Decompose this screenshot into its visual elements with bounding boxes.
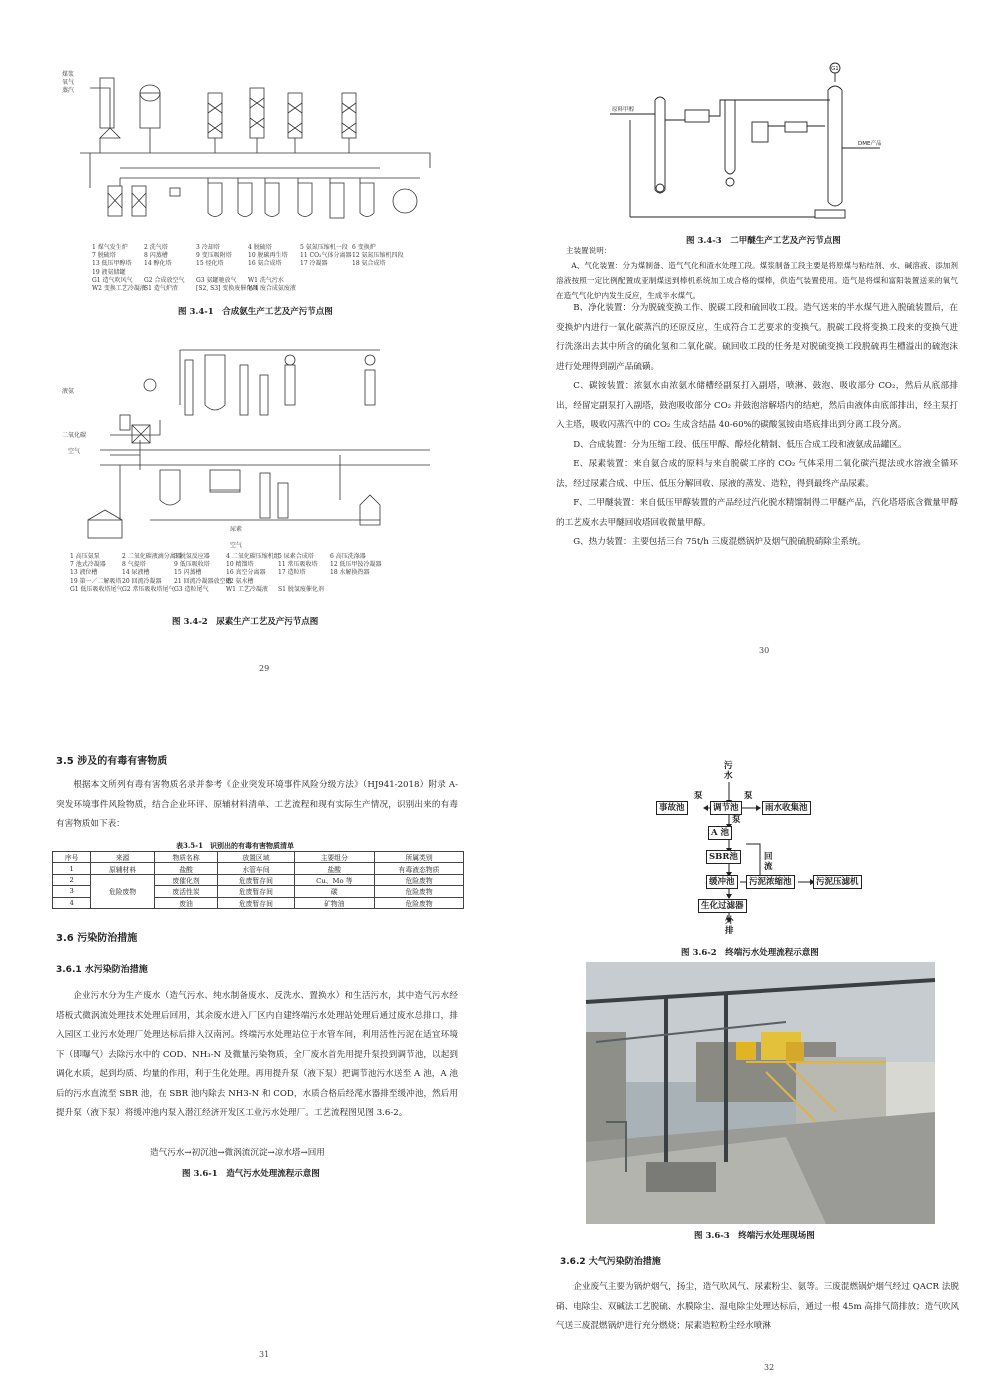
dme-caption: 图 3.4-3 二甲醚生产工艺及产污节点图	[686, 236, 841, 246]
flow-label-pump-1: 泵	[694, 791, 703, 801]
box-sludge-thickener: 污泥浓缩池	[746, 875, 795, 889]
p30-body-2	[556, 299, 958, 553]
flow-line: 造气污水→初沉池→微涡流沉淀→凉水塔→回用	[150, 1148, 325, 1158]
box-buffer-pool: 缓冲池	[706, 875, 738, 889]
para-d: D、合成装置：分为压缩工段、低压甲醇、醇烃化精制、低压合成工段和液氨成品罐区。	[573, 439, 907, 450]
box-sludge-press: 污泥压滤机	[813, 875, 862, 889]
box-sbr-pool: SBR池	[706, 850, 741, 864]
wastewater-flow-arrows	[650, 760, 900, 940]
section-3-6-heading: 3.6 污染防治措施	[56, 933, 138, 944]
ammonia-process-diagram	[60, 58, 440, 268]
page-29	[0, 0, 500, 700]
box-accident-pool: 事故池	[656, 801, 688, 815]
wastewater-site-photo	[586, 962, 935, 1224]
section-3-6-2-heading: 3.6.2 大气污染防治措施	[560, 1257, 661, 1267]
flow-label-pump-2: 泵	[744, 791, 753, 801]
fig2-legend: 1 高压氨泵 2 二氧化碳液滴分离器 3 脱氢反应器 4 二氧化碳压缩机组 5 尿素合成塔 6 高压洗涤器 7 池式冷凝器 8 气提塔 9 低压吸收塔 10 精馏塔 11 常压吸收塔 12 低压甲铵冷凝器 13 液位槽 14 尿液槽 15 闪蒸槽 16 真空分离器 17 造粒塔 18 水解换热器 19 第一／二解吸塔 20 回流冷凝器 21 回流冷凝器放空槽 22 氨水槽 G1 低压吸收塔尾气 G2 常压吸收塔尾气 G3 造粒尾气 W1 工艺冷凝液 S1 脱氢废催化剂	[70, 553, 382, 593]
main-label: 主装置说明：	[565, 246, 612, 255]
fig1-caption: 图 3.4-1 合成氨生产工艺及产污节点图	[178, 307, 333, 317]
para-e: E、尿素装置：来自氨合成的原料与来自脱碳工序的 CO₂ 气体采用二氧化碳汽提法或水溶液全循环法，经过尿素合成、中压、低压分解回收、尿液的蒸发、造粒，得到最终产品尿素。	[556, 459, 958, 489]
table-caption: 表3.5-1 识别出的有毒有害物质清单	[176, 841, 294, 850]
fig363-caption: 图 3.6-3 终端污水处理现场图	[694, 1231, 815, 1241]
page-31	[0, 700, 500, 1400]
fig1-input-0: 煤浆	[62, 71, 75, 78]
fig2-label-0: 尿素	[230, 526, 243, 533]
box-regulating-pool: 调节池	[710, 801, 742, 815]
flow-label-pump-3: 泵	[732, 815, 741, 825]
dme-label-product: DME产品	[858, 141, 882, 147]
fig362-caption: 图 3.6-2 终端污水处理流程示意图	[681, 948, 819, 958]
fig361-caption: 图 3.6-1 造气污水处理流程示意图	[182, 1169, 320, 1179]
fig1-input-2: 蒸汽	[62, 87, 75, 94]
fig2-input-0: 液氨	[62, 388, 75, 395]
dme-label-feed: 原料甲醇	[612, 107, 635, 113]
urea-process-diagram	[60, 325, 440, 555]
fig1-legend: 1 煤气发生炉 2 洗气塔 3 冷却塔 4 脱硫塔 5 氨氮压缩机一段 6 变换炉 7 脱硫塔 8 闪蒸槽 9 变压吸附塔 10 脱碳再生塔 11 CO₂气体分离器 12 氨氮压缩机四段 13 低压甲醇塔 14 醇化塔 15 烃化塔 16 氨合成塔 17 冷凝器 18 氨合成塔 19 液氨储罐 G1 造气吹风气 G2 合成放空气 G3 氨罐驰放气 W1 洗气污水 W2 变换工艺冷凝液 S1 造气炉渣 [S2, S3] 变换废催化剂 W4 废合成氨废液	[92, 244, 404, 293]
section-3-6-1-heading: 3.6.1 水污染防治措施	[56, 965, 148, 975]
section-3-5-body: 根据本文所列有毒有害物质名录并参考《企业突发环境事件风险分级方法》（HJ941-2018）附录 A-突发环境事件风险物质，结合企业环评、原辅材料清单、工艺流程和现有实际生产情况，识别出来的有毒有害物质如下表：	[56, 780, 458, 829]
page-30	[500, 0, 1000, 700]
flow-label-wastewater: 污水	[724, 761, 733, 781]
box-rainwater-pool: 雨水收集池	[762, 801, 811, 815]
para-c: C、碳铵装置：浓氨水由浓氨水储槽经副泵打入副塔，喷淋、鼓泡、吸收部分 CO₂，然后从底部排出，经留定副泵打入副塔，鼓泡吸收部分 CO₂ 并鼓泡溶解塔内的结疤，然后由液体由底部排出，经主泵打入主塔，吸收闪蒸汽中的 CO₂ 生成含结晶 40-60%的碳酸氢铵由塔底排出到分离工段分离。	[556, 381, 958, 430]
hazardous-substances-table	[52, 851, 464, 909]
page-number: 29	[259, 664, 270, 673]
table-row: 1 原辅材料 盐酸 水管车间 盐酸 有毒液态物质	[53, 863, 464, 874]
para-a: A、气化装置：分为煤制备、造气气化和渣水处理工段。煤浆制备工段主要是将原煤与粘结剂、水、碱溶液、添加剂溶液按照一定比例配置成亚制煤送到棒机系统加工成合格的煤棒，供造气装置使用。造气是将煤和富阳装置送来的氧气在造气气化炉内发生反应，生成半水煤气。	[556, 261, 958, 300]
section-3-5-heading: 3.5 涉及的有毒有害物质	[56, 756, 168, 767]
table-row: 3 废活性炭 危废暂存间 碳 危险废物	[53, 886, 464, 897]
fig2-caption: 图 3.4-2 尿素生产工艺及产污节点图	[172, 617, 319, 627]
para-b: B、净化装置：分为脱硫变换工作、脱碳工段和硫回收工段。造气送来的半水煤气进入脱硫装置后，在变换炉内进行一氧化碳蒸汽的还原反应，生成符合工艺要求的变换气。脱碳工段将变换工段来的变换气进行洗涤出去其中所含的硫化氢和二氧化碳。硫回收工段的任务是对脱硫变换工段脱硫再生槽溢出的硫泡沫进行处理得到副产品硫磺。	[556, 303, 958, 372]
page-number: 32	[764, 1363, 775, 1372]
table-row: 4 废油 危废暂存间 矿物油 危险废物	[53, 897, 464, 908]
dme-process-diagram	[610, 60, 890, 222]
fig2-input-2: 空气	[68, 448, 81, 455]
section-3-6-1-body: 企业污水分为生产废水（造气污水、纯水制备废水、反洗水、置换水）和生活污水，其中造气污水经塔板式微涡流处理技术处理后回用，其余废水进入厂区内自建终端污水处理站处理后通过废水总排口，排入园区工业污水处理厂处理达标后排入汉南河。终端污水处理站位于水管车间，利用活性污泥在适宜环境下（即曝气）去除污水中的 COD、NH₃-N 及微量污染物质，全厂废水首先用提升泵投到调节池，以起到调化水质，起到均质、均量的作用，利于生化处理。再用提升泵（液下泵）把调节池污水送至 A 池，A 池后的污水直流至 SBR 池，在 SBR 池内除去 NH3-N 和 COD，水质合格后经滗水器排至缓冲池，然后用提升泵（液下泵）将缓冲池内泵入潜江经济开发区工业污水处理厂。工艺流程图见图 3.6-2。	[56, 991, 458, 1118]
para-f: F、二甲醚装置：来自低压甲醇装置的产品经过汽化脱水精馏制得二甲醚产品，汽化塔塔底含微量甲醇的工艺废水去甲醚回收塔回收微量甲醇。	[556, 498, 958, 528]
p30-body	[556, 243, 958, 303]
table-row: 2 危险废物 废催化剂 危废暂存间 Cu、Mo 等 危险废物	[53, 874, 464, 885]
box-a-pool: A 池	[708, 826, 732, 840]
fig2-input-1: 二氧化碳	[62, 432, 87, 439]
dme-label-g1: G1	[831, 66, 839, 72]
box-bio-filter: 生化过滤器	[698, 899, 747, 913]
fig2-label-1: 空气	[230, 542, 243, 549]
flow-label-discharge: 外排	[725, 916, 734, 936]
para-g: G、热力装置：主要包括三台 75t/h 三废混燃锅炉及烟气脱硫脱硝除尘系统。	[573, 537, 867, 547]
page-number: 30	[759, 646, 770, 655]
table-header-row: 序号 来源 物质名称 放置区域 主要组分 所属类别	[53, 852, 464, 863]
page-number: 31	[259, 1350, 270, 1359]
fig1-input-1: 氧气	[62, 79, 75, 86]
section-3-6-2-body: 企业废气主要为锅炉烟气，扬尘，造气吹风气、尿素粉尘、氨等。三废混燃锅炉烟气经过 QACR 法脱硝、电除尘、双碱法工艺脱硫、水膜除尘、湿电除尘处理达标后，通过一根 45m 高排气筒排放；造气吹风气送三废混燃锅炉进行充分燃烧；尿素造粒粉尘经水喷淋	[556, 1282, 959, 1331]
flow-label-reflux: 回流	[764, 852, 773, 872]
